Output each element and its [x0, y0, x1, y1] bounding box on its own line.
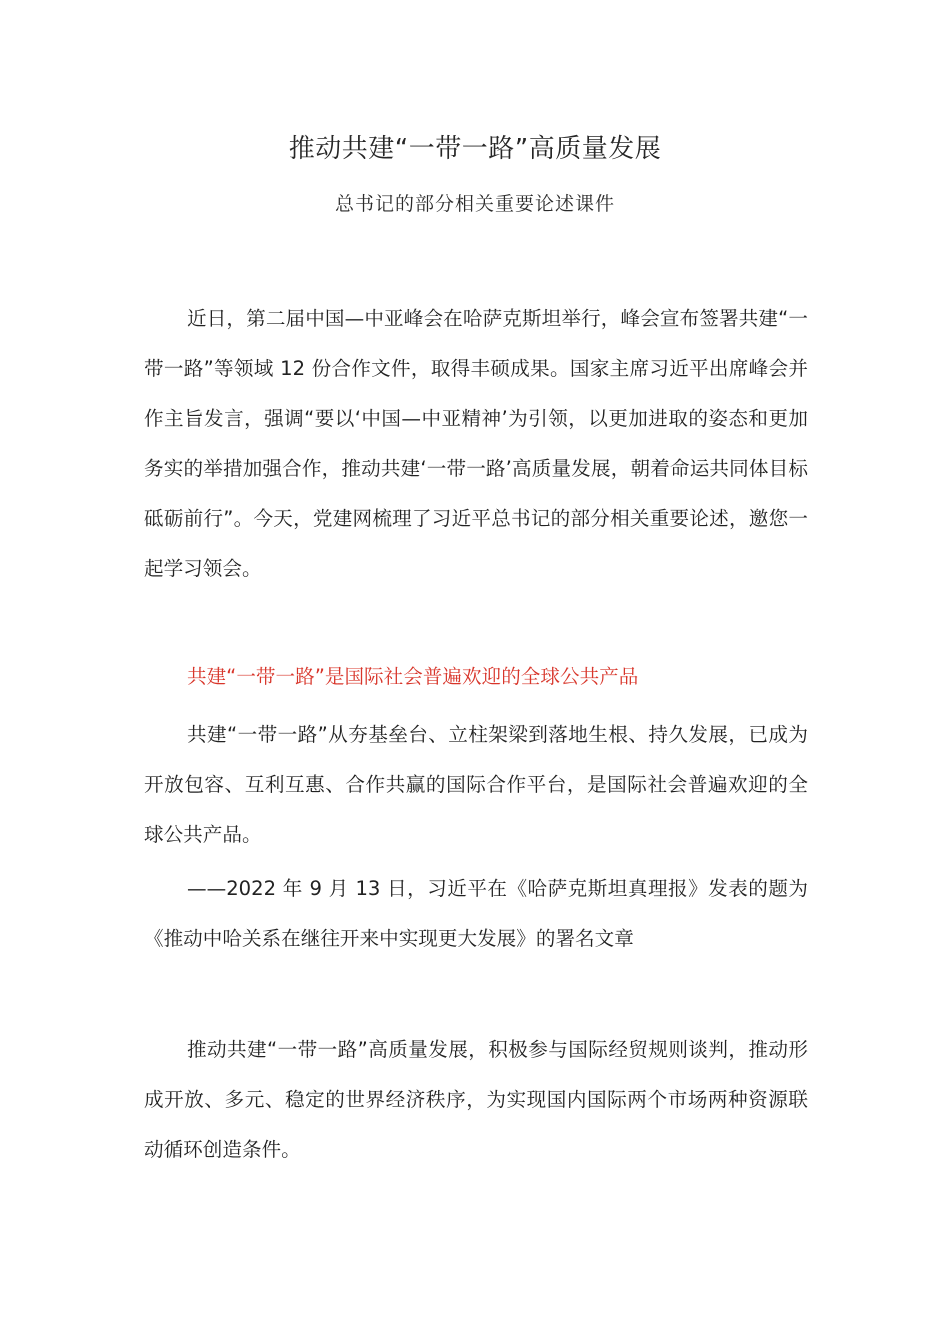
quote-source: ——2022 年 9 月 13 日，习近平在《哈萨克斯坦真理报》发表的题为《推动中哈关系在继往开来中实现更大发展》的署名文章: [144, 877, 808, 950]
quote-paragraph: 共建“一带一路”从夯基垒台、立柱架梁到落地生根、持久发展，已成为开放包容、互利互惠、合作共赢的国际合作平台，是国际社会普遍欢迎的全球公共产品。: [144, 723, 808, 846]
document-subtitle: 总书记的部分相关重要论述课件: [334, 193, 615, 215]
intro-paragraph: 近日，第二届中国—中亚峰会在哈萨克斯坦举行，峰会宣布签署共建“一带一路”等领域 12 份合作文件，取得丰硕成果。国家主席习近平出席峰会并作主旨发言，强调“要以‘中国—中亚精神’为引领，以更加进取的姿态和更加务实的举措加强合作，推动共建‘一带一路’高质量发展，朝着命运共同体目标砥砺前行”。今天，党建网梳理了习近平总书记的部分相关重要论述，邀您一起学习领会。: [144, 307, 808, 580]
quote-paragraph-2: 推动共建“一带一路”高质量发展，积极参与国际经贸规则谈判，推动形成开放、多元、稳定的世界经济秩序，为实现国内国际两个市场两种资源联动循环创造条件。: [144, 1038, 808, 1161]
section-heading: 共建“一带一路”是国际社会普遍欢迎的全球公共产品: [187, 665, 639, 688]
document-title: 推动共建“一带一路”高质量发展: [288, 134, 662, 164]
